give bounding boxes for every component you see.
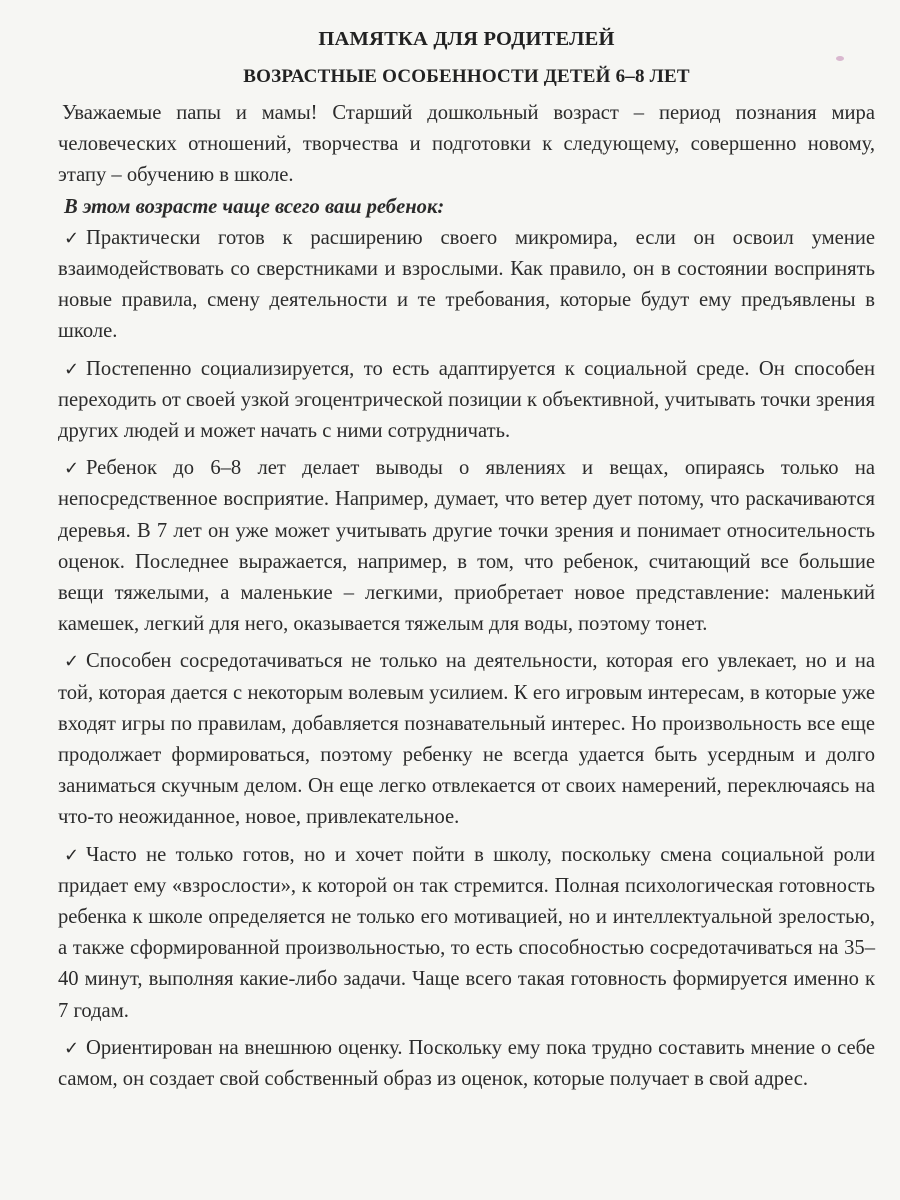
document-page <box>58 22 875 1095</box>
list-item <box>58 354 875 448</box>
document-title: ПАМЯТКА ДЛЯ РОДИТЕЛЕЙ <box>318 28 615 50</box>
list-item <box>58 646 875 833</box>
checkmark-icon: ✓ <box>64 358 80 380</box>
checkmark-icon: ✓ <box>64 227 80 249</box>
list-item-text: Ориентирован на внешнюю оценку. Поскольку ему пока трудно составить мнение о себе самом, он создает свой собственный образ из оценок, которые получает в свой адрес. <box>58 1036 875 1091</box>
checkmark-icon: ✓ <box>64 651 80 673</box>
lead-heading: В этом возрасте чаще всего ваш ребенок: <box>64 195 445 218</box>
list-item-text: Постепенно социализируется, то есть адаптируется к социальной среде. Он способен переходить от своей узкой эгоцентрической позиции к объективной, учитывать точки зрения других людей и может начать с ними сотрудничать. <box>58 357 875 443</box>
list-item-text: Практически готов к расширению своего микромира, если он освоил умение взаимодействовать со сверстниками и взрослыми. Как правило, он в состоянии воспринять новые правила, смену деятельности и те требования, которые будут ему предъявлены в школе. <box>58 226 875 343</box>
list-item <box>58 453 875 640</box>
intro-text: Уважаемые папы и мамы! Старший дошкольный возраст – период познания мира человеческих отношений, творчества и подготовки к следующему, совершенно новому, этапу – обучению в школе. <box>58 102 875 187</box>
intro-paragraph <box>58 98 875 192</box>
list-item-text: Часто не только готов, но и хочет пойти в школу, поскольку смена социальной роли придает ему «взрослости», к которой он так стремится. Полная психологическая готовность ребенка к школе определяется не только его мотивацией, но и интеллектуальной зрелостью, а также сформированной произвольностью, то есть способностью сосредотачиваться на 35–40 минут, выполняя какие-либо задачи. Чаще всего такая готовность формируется именно к 7 годам. <box>58 843 875 1022</box>
list-item <box>58 223 875 348</box>
list-item <box>58 840 875 1027</box>
list-item-text: Способен сосредотачиваться не только на деятельности, которая его увлекает, но и на той, которая дается с некоторым волевым усилием. К его игровым интересам, в которые уже входят игры по правилам, добавляется познавательный интерес. Но произвольность все еще продолжает формироваться, поэтому ребенку не всегда удается быть усердным и долго заниматься скучным делом. Он еще легко отвлекается от своих намерений, переключаясь на что-то неожиданное, новое, привлекательное. <box>58 650 875 829</box>
list-item-text: Ребенок до 6–8 лет делает выводы о явлениях и вещах, опираясь только на непосредственное восприятие. Например, думает, что ветер дует потому, что раскачиваются деревья. В 7 лет он уже может учитывать другие точки зрения и понимает относительность оценок. Последнее выражается, например, в том, что ребенок, считающий все большие вещи тяжелыми, а маленькие – легкими, приобретает новое представление: маленький камешек, легкий для него, оказывается тяжелым для воды, поэтому тонет. <box>58 457 875 636</box>
document-subtitle: ВОЗРАСТНЫЕ ОСОБЕННОСТИ ДЕТЕЙ 6–8 ЛЕТ <box>243 66 690 87</box>
checkmark-icon: ✓ <box>64 1037 80 1059</box>
list-item <box>58 1033 875 1095</box>
checkmark-icon: ✓ <box>64 844 80 866</box>
checkmark-icon: ✓ <box>64 458 80 480</box>
